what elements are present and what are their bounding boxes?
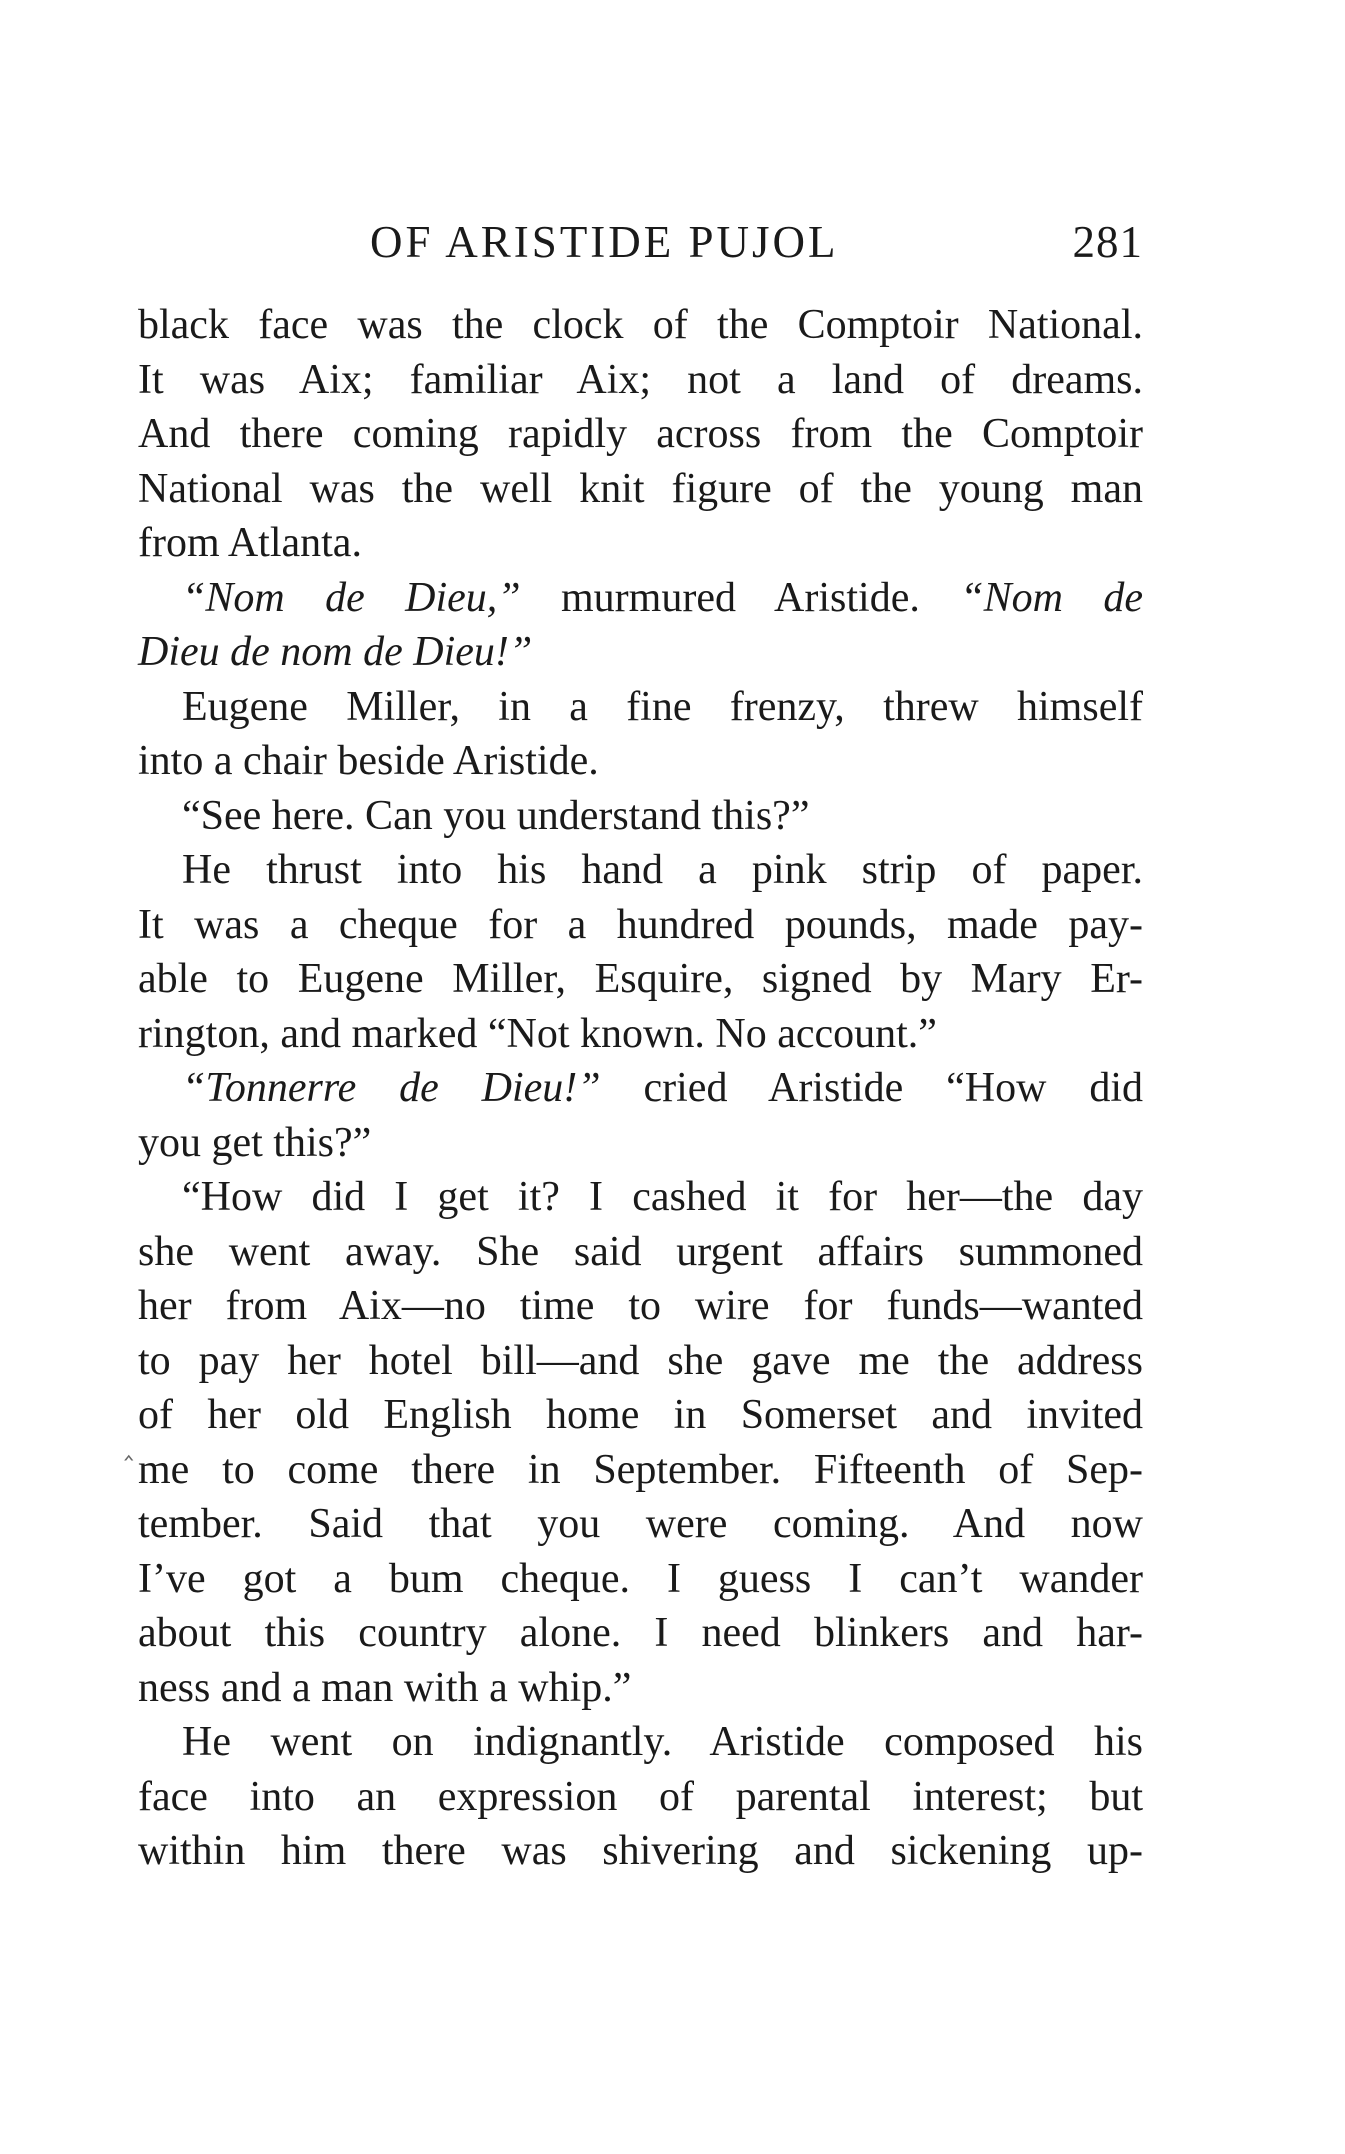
text-run: ness and a man with a whip.”	[138, 1664, 632, 1711]
text-run: face into an expression of parental interest; but	[138, 1773, 1143, 1820]
text-line	[138, 1715, 1143, 1770]
italic-text: “Tonnerre de Dieu!”	[182, 1065, 601, 1111]
text-line	[138, 298, 1143, 353]
text-line	[138, 1606, 1143, 1661]
text-line	[138, 1388, 1143, 1443]
text-run: tember. Said that you were coming. And now	[138, 1501, 1143, 1547]
italic-text: “Nom de Dieu,”	[182, 574, 521, 621]
text-run: I’ve got a bum cheque. I guess I can’t wander	[138, 1555, 1143, 1602]
text-line	[138, 625, 1143, 680]
italic-text: Dieu de nom de Dieu!”	[138, 629, 533, 675]
text-run: murmured Aristide.	[520, 574, 961, 621]
text-line	[138, 1552, 1143, 1607]
text-run: rington, and marked “Not known. No account.”	[138, 1010, 937, 1057]
text-run: cried Aristide “How did	[600, 1065, 1144, 1111]
text-run: to pay her hotel bill—and she gave me the address	[138, 1337, 1143, 1384]
text-run: she went away. She said urgent affairs summoned	[138, 1228, 1143, 1275]
text-run: from Atlanta.	[138, 520, 362, 566]
text-line	[138, 1661, 1143, 1716]
text-line	[138, 462, 1143, 517]
text-line	[138, 898, 1143, 953]
text-run: into a chair beside Aristide.	[138, 738, 599, 784]
text-run: within him there was shivering and sickening up-	[138, 1828, 1143, 1874]
running-head	[138, 216, 1143, 276]
text-line	[138, 789, 1143, 844]
text-line	[138, 1170, 1143, 1225]
text-line	[138, 1279, 1143, 1334]
text-line	[138, 1225, 1143, 1280]
text-line	[138, 734, 1143, 789]
italic-text: “Nom de	[960, 574, 1143, 621]
text-line	[138, 1007, 1143, 1062]
stray-mark: ‸	[124, 1430, 134, 1461]
text-line	[138, 1334, 1143, 1389]
text-run: about this country alone. I need blinkers and har-	[138, 1610, 1143, 1656]
text-run: me to come there in September. Fifteenth of Sep-	[138, 1446, 1143, 1493]
text-line	[138, 571, 1143, 626]
text-run: “See here. Can you understand this?”	[182, 792, 810, 839]
text-run: black face was the clock of the Comptoir National.	[138, 302, 1143, 348]
text-run: Eugene Miller, in a fine frenzy, threw himself	[182, 683, 1143, 730]
text-line	[138, 1770, 1143, 1825]
text-line	[138, 843, 1143, 898]
text-run: of her old English home in Somerset and invited	[138, 1392, 1143, 1438]
text-run: able to Eugene Miller, Esquire, signed by Mary Er-	[138, 956, 1143, 1002]
text-line	[138, 1116, 1143, 1171]
text-line	[138, 407, 1143, 462]
text-line	[138, 353, 1143, 408]
text-run: It was a cheque for a hundred pounds, made pay-	[138, 901, 1143, 948]
text-run: And there coming rapidly across from the Comptoir	[138, 411, 1143, 457]
text-line	[138, 680, 1143, 735]
text-line	[138, 516, 1143, 571]
text-line	[138, 1061, 1143, 1116]
text-run: It was Aix; familiar Aix; not a land of dreams.	[138, 356, 1143, 403]
running-title: OF ARISTIDE PUJOL	[370, 217, 839, 267]
text-run: you get this?”	[138, 1119, 372, 1166]
text-run: her from Aix—no time to wire for funds—wanted	[138, 1283, 1143, 1329]
text-run: National was the well knit figure of the young man	[138, 465, 1143, 512]
text-line	[138, 1443, 1143, 1498]
text-run: “How did I get it? I cashed it for her—the day	[182, 1174, 1143, 1220]
text-run: He thrust into his hand a pink strip of paper.	[182, 847, 1143, 893]
text-line	[138, 952, 1143, 1007]
text-line	[138, 1497, 1143, 1552]
text-line	[138, 1824, 1143, 1879]
text-run: He went on indignantly. Aristide composed his	[182, 1719, 1143, 1765]
page-number: 281	[1072, 217, 1143, 267]
body-text	[138, 298, 1143, 1879]
